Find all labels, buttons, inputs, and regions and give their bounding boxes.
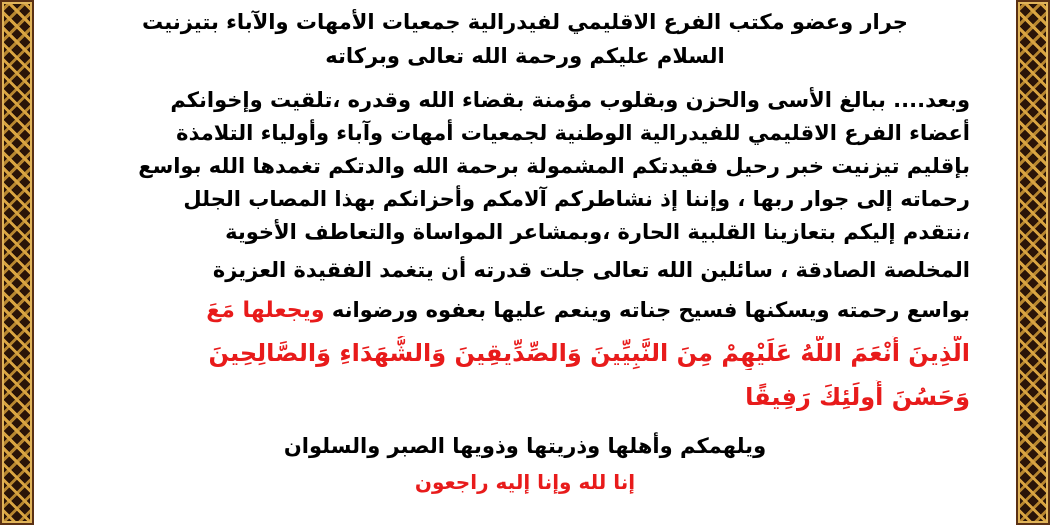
letter-line: أعضاء الفرع الاقليمي للفيدرالية الوطنية لجمعيات أمهات وآباء وأولياء التلامذة xyxy=(176,121,970,145)
quran-verse-line: وَحَسُنَ أُولَئِكَ رَفِيقًا xyxy=(745,383,970,411)
mixed-line-black: بواسع رحمته ويسكنها فسيح جناته وينعم عليها بعفوه ورضوانه xyxy=(331,298,970,322)
letter-line: وبعد.... ببالغ الأسى والحزن وبقلوب مؤمنة بقضاء الله وقدره ،تلقيت وإخوانكم xyxy=(170,88,970,112)
decorative-border-right xyxy=(1016,0,1050,525)
letter-line: المخلصة الصادقة ، سائلين الله تعالى جلت قدرته أن يتغمد الفقيدة العزيزة xyxy=(212,258,970,282)
letter-line: رحماته إلى جوار ربها ، وإننا إذ نشاطركم آلامكم وأحزانكم بهذا المصاب الجلل xyxy=(183,187,970,211)
closing-line: ويلهمكم وأهلها وذريتها وذويها الصبر والسلوان xyxy=(283,434,767,458)
letter-line: بإقليم تيزنيت خبر رحيل فقيدتكم المشمولة برحمة الله والدتكم تغمدها الله بواسع xyxy=(138,154,970,178)
letter-line: جرار وعضو مكتب الفرع الاقليمي لفيدرالية جمعيات الأمهات والآباء بتيزنيت xyxy=(142,10,908,34)
mixed-line xyxy=(80,294,970,328)
condolence-letter xyxy=(34,0,1016,525)
decorative-border-left xyxy=(0,0,34,525)
greeting-line: السلام عليكم ورحمة الله تعالى وبركاته xyxy=(325,44,725,68)
trailing-line: إنا لله وإنا إليه راجعون xyxy=(414,470,636,494)
quran-verse-line: الَّذِينَ أَنْعَمَ اللَّهُ عَلَيْهِمْ مِنَ النَّبِيِّينَ وَالصِّدِّيقِينَ وَالشُّهَدَاءِ وَالصَّالِحِينَ xyxy=(208,339,970,367)
letter-line: ،نتقدم إليكم بتعازينا القلبية الحارة ،وبمشاعر المواساة والتعاطف الأخوية xyxy=(225,220,970,244)
mixed-line-red: ويجعلها مَعَ xyxy=(206,298,325,323)
